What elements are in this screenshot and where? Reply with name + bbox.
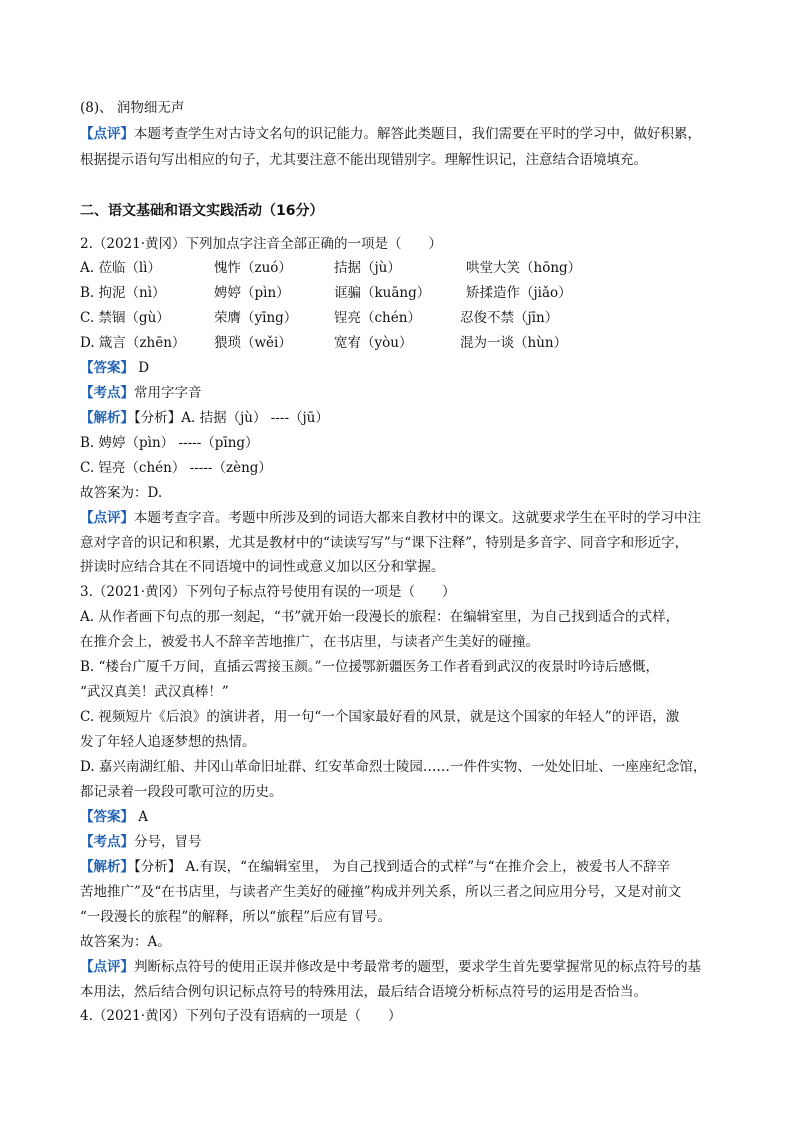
analysis-line: 苦地推广”及“在书店里，与读者产生美好的碰撞”构成并列关系，所以三者之间应用分号，又是对前文 (80, 884, 682, 900)
question-4: 4.（2021·黄冈）下列句子没有语病的一项是（ ） (80, 1008, 402, 1024)
option-b-1: B. 拘泥（nì） (80, 285, 166, 301)
option-c-3: 锃亮（chén） (334, 310, 421, 326)
q3-knowledge (80, 832, 202, 852)
q3-comment (80, 957, 701, 977)
comment-tag: 【点评】 (80, 126, 134, 142)
q3-option-a: A. 从作者画下句点的那一刻起，“书”就开始一段漫长的旅程：在编辑室里，为自己找到适合的式样， (80, 609, 680, 625)
analysis-text: A.有误，“在编辑室里， 为自己找到适合的式样”与“在推介会上，被爱书人不辞辛 (181, 859, 671, 875)
comment-tag: 【点评】 (80, 510, 134, 526)
analysis-text: A. 拮据（jù） ----（jū） (181, 410, 329, 426)
option-c-1: C. 禁锢（gù） (80, 310, 170, 326)
answer-item-8: (8)、 润物细无声 (80, 100, 185, 116)
comment-line: 意对字音的识记和积累，尤其是教材中的“读读写写”与“课下注释”，特别是多音字、同音字和形近字， (80, 535, 689, 551)
question-2: 2.（2021·黄冈）下列加点字注音全部正确的一项是（ ） (80, 236, 443, 252)
analysis-tag: 【解析】 (80, 410, 134, 426)
option-c-2: 荣膺（yīng） (214, 310, 298, 326)
comment-line: 本用法，然后结合例句识记标点符号的特殊用法，最后结合语境分析标点符号的运用是否恰当。 (80, 984, 647, 1000)
option-d-4: 混为一谈（hùn） (460, 335, 568, 351)
comment-text: 本题考查字音。考题中所涉及到的词语大都来自教材中的课文。这就要求学生在平时的学习中注 (134, 510, 701, 526)
analysis-line: C. 锃亮（chén） -----（zèng） (80, 460, 272, 476)
analysis-line: B. 娉婷（pìn） -----（pīng） (80, 435, 259, 451)
comment-text: 判断标点符号的使用正误并修改是中考最常考的题型，要求学生首先要掌握常见的标点符号的基 (134, 959, 701, 975)
comment-tag: 【点评】 (80, 959, 134, 975)
analysis-subtag: 【分析】 (134, 410, 182, 426)
analysis-subtag: 【分析】 (134, 859, 182, 875)
knowledge-tag: 【考点】 (80, 834, 134, 850)
q3-option-b-cont: “武汉真美！武汉真棒！” (80, 684, 229, 700)
q3-option-a-cont: 在推介会上，被爱书人不辞辛苦地推广，在书店里，与读者产生美好的碰撞。 (80, 634, 539, 650)
answer-tag: 【答案】 (80, 809, 134, 825)
question-3: 3.（2021·黄冈）下列句子标点符号使用有误的一项是（ ） (80, 584, 456, 600)
option-d-2: 猥琐（wěi） (214, 335, 292, 351)
conclusion-line: 故答案为：A。 (80, 934, 171, 950)
knowledge-value: 分号，冒号 (134, 834, 202, 850)
option-d-1: D. 箴言（zhēn） (80, 335, 186, 351)
answer-tag: 【答案】 (80, 360, 134, 376)
option-b-4: 矫揉造作（jiǎo） (466, 285, 572, 301)
answer-value: D (134, 360, 150, 376)
comment-text: 本题考查学生对古诗文名句的识记能力。解答此类题目，我们需要在平时的学习中，做好积累， (134, 126, 701, 142)
q3-answer (80, 807, 148, 827)
option-b-2: 娉婷（pìn） (214, 285, 290, 301)
q3-option-b: B. “楼台广厦千万间，直插云霄接玉颜。”一位援鄂新疆医务工作者看到武汉的夜景时吟诗后感慨， (80, 659, 660, 675)
option-a-1: A. 莅临（lì） (80, 260, 161, 276)
comment-line: 根据提示语句写出相应的句子，尤其要注意不能出现错别字。理解性识记，注意结合语境填充。 (80, 152, 647, 168)
q3-option-c-cont: 发了年轻人追逐梦想的热情。 (80, 734, 256, 750)
conclusion-line: 故答案为：D. (80, 485, 163, 501)
q3-analysis (80, 857, 670, 877)
option-a-3: 拮据（jù） (334, 260, 401, 276)
q3-option-d: D. 嘉兴南湖红船、井冈山革命旧址群、红安革命烈士陵园……一件件实物、一处处旧址、一座座纪念馆， (80, 759, 707, 775)
q3-option-d-cont: 都记录着一段段可歌可泣的历史。 (80, 784, 283, 800)
comment-line (80, 124, 701, 144)
option-a-2: 愧怍（zuó） (214, 260, 292, 276)
option-d-3: 宽宥（yòu） (334, 335, 413, 351)
analysis-line: “一段漫长的旅程”的解释，所以“旅程”后应有冒号。 (80, 909, 392, 925)
q2-knowledge (80, 383, 202, 403)
option-a-4: 哄堂大笑（hōng） (466, 260, 582, 276)
answer-value: A (134, 809, 149, 825)
knowledge-value: 常用字字音 (134, 385, 202, 401)
q2-analysis (80, 408, 329, 428)
knowledge-tag: 【考点】 (80, 385, 134, 401)
comment-line: 拼读时应结合其在不同语境中的词性或意义加以区分和掌握。 (80, 559, 445, 575)
option-b-3: 诓骗（kuāng） (334, 285, 431, 301)
section-heading: 二、语文基础和语文实践活动（16分） (80, 203, 324, 219)
q3-option-c: C. 视频短片《后浪》的演讲者，用一句“一个国家最好看的风景，就是这个国家的年轻人”的评语，激 (80, 709, 680, 725)
analysis-tag: 【解析】 (80, 859, 134, 875)
q2-comment (80, 508, 701, 528)
q2-answer (80, 358, 149, 378)
option-c-4: 忍俊不禁（jīn） (460, 310, 559, 326)
